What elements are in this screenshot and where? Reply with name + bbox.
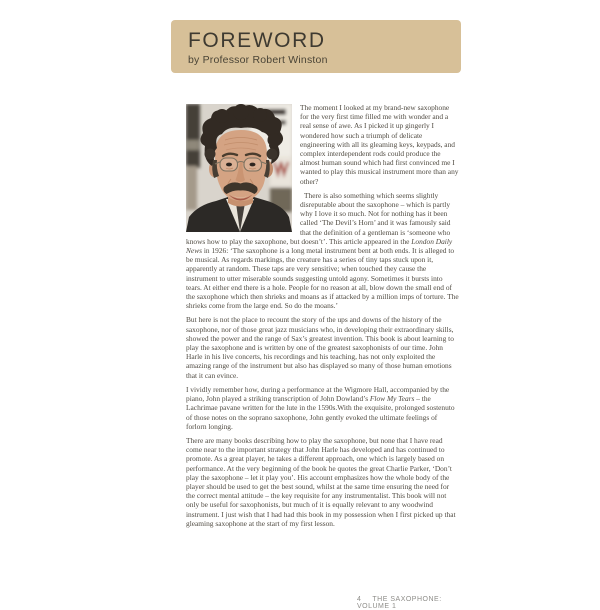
paragraph [186, 436, 459, 528]
italic-text-run: Flow My Tears [369, 394, 415, 404]
paragraph [186, 315, 459, 379]
text-run: The moment I looked at my brand-new saxophone for the very first time filled me with wonder and a real sense of awe. As I picked it up gingerly I wondered how such a triumph of delicate engineering with all its gleaming keys, keypads, and complex interdependent rods could produce the almost human sound which had first convinced me I wanted to play this musical instrument more than any other? [300, 103, 459, 186]
text-run: I vividly remember how, during a performance at the Wigmore Hall, accompanied by the piano, John played a striking transcription of John Dowland’s [186, 384, 450, 404]
text-run: There is also something which seems slightly disreputable about the saxophone – which is partly why I love it so much. Not for nothing has it been called ‘The Devil’s Horn’ and it was famously said that the definition of a gentleman is ‘someone who knows how to play the saxophone, but doesn’t’. This article appeared in the [186, 190, 451, 246]
text-run: There are many books describing how to play the saxophone, but none that I have read come near to the important strategy that John Harle has developed and has continued to promote. As a great player, he takes a different approach, one which is largely based on performance. At the very beginning of the book he quotes the great Charlie Parker, ‘Don’t play the saxophone – let it play you’. His account emphasizes how the whole body of the player should be used to get the best sound, whilst at the same time ensuring the need for the correct mental attitude – the key requisite for any instrumentalist. This book will not only be useful for saxophonists, but much of it is equally relevant to any woodwind instrument. I just wish that I had had this book in my possession when I first picked up that gleaming saxophone at the start of my first lesson. [186, 435, 456, 528]
book-title: THE SAXOPHONE: VOLUME 1 [357, 596, 442, 610]
page-footer [357, 596, 461, 610]
italic-text-run: London Daily News [186, 236, 453, 256]
text-run: But here is not the place to recount the story of the ups and downs of the history of the saxophone, nor of those great jazz musicians who, in developing their extraordinary skills, showed the power and the range of Sax’s greatest invention. This book is about learning to play the saxophone and is written by one of the greatest saxophonists of our time. John Harle in his live concerts, his recordings and his teaching, has not only exploited the amazing range of the instrument but also has displayed so many of those human emotions that it can evince. [186, 315, 454, 380]
portrait-illustration [186, 104, 292, 232]
text-run: – the Lachrimae pavane written for the lute in the 1590s.With the exquisite, prolonged sostenuto of those notes on the soprano saxophone, John gently evoked the ultimate feelings of forlorn longing. [186, 394, 455, 431]
text-run: in 1926: ‘The saxophone is a long metal instrument bent at both ends. It is alleged to be musical. As regards markings, the creature has a series of tiny taps stuck upon it, apparently at random. These taps are very sensitive; when touched they cause the instrument to utter miserable sounds suggesting untold agony. Sometimes it bursts into tears. At either end there is a hole. People for no reason at all, blow down the small end of the saxophone which then shrieks and moans as if attacked by a million imps of torture. The shrieks come from the large end. So do the moans.’ [186, 246, 459, 311]
foreword-body [186, 103, 459, 528]
portrait-photo [186, 104, 292, 232]
foreword-header-band [171, 20, 461, 73]
page-content [171, 20, 461, 610]
page-title: FOREWORD [188, 29, 326, 52]
page-number: 4 [357, 596, 362, 603]
paragraph [186, 385, 459, 431]
byline: by Professor Robert Winston [188, 54, 328, 66]
